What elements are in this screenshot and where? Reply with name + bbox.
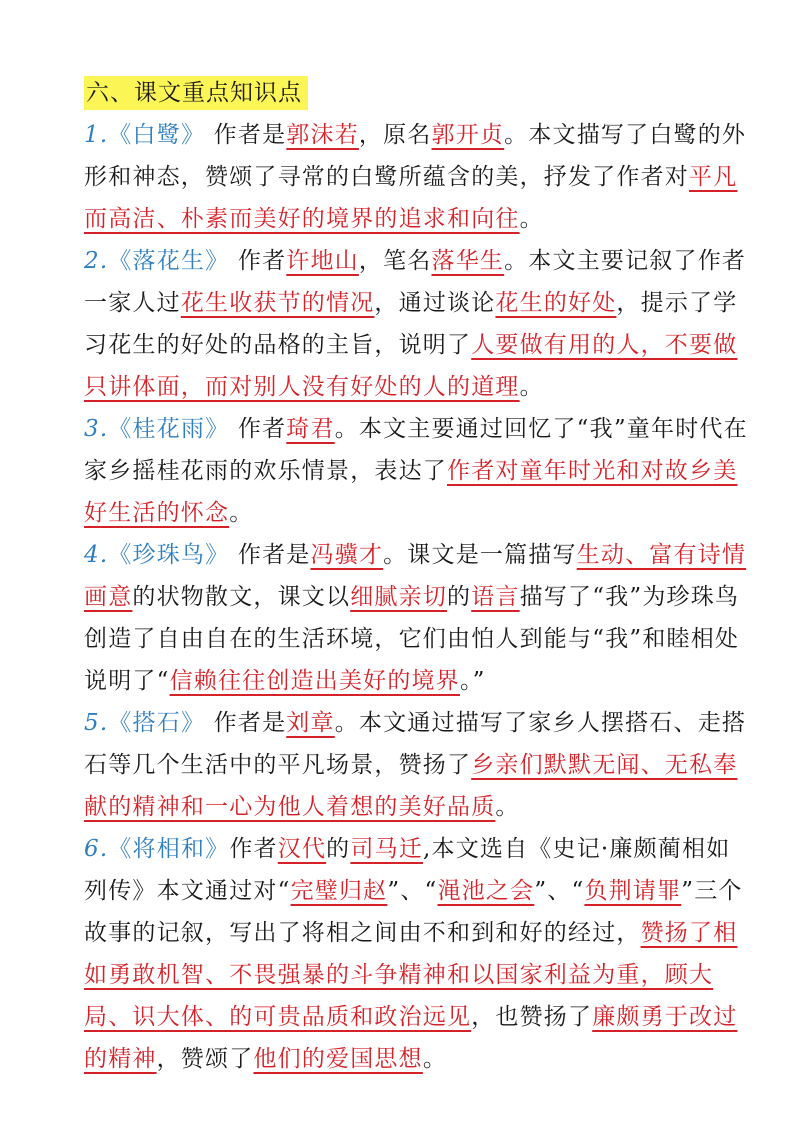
body-text: 。” <box>459 668 486 694</box>
body-text: ”、“ <box>534 878 585 904</box>
lesson-title: 《桂花雨》 <box>108 416 230 442</box>
body-text: ，也赞扬了 <box>471 1004 593 1030</box>
body-text: 的状物散文，课文以 <box>132 584 351 610</box>
body-text: 。本文主要通过回忆了“我”童年时代在家乡摇桂花雨的欢乐情景，表达了 <box>84 416 748 484</box>
entry-list <box>84 114 753 1080</box>
body-text: 。 <box>519 374 544 400</box>
body-text: 作者是 <box>205 710 287 736</box>
key-point: 作者对童年时光和对故乡美好生活的怀念 <box>84 458 738 526</box>
body-text: 。 <box>422 1046 448 1072</box>
body-text: ，赞颂了 <box>156 1046 254 1072</box>
key-point: 赞扬了相如勇敢机智、不畏强暴的斗争精神和以国家利益为重，顾大局、识大体、的可贵品质和政治远见 <box>84 920 738 1030</box>
key-point: 完璧归赵 <box>290 878 388 904</box>
key-point: 生动、富有诗情画意 <box>84 542 747 610</box>
body-text: 的 <box>326 836 351 862</box>
body-text: 作者 <box>229 836 278 862</box>
body-text: 描写了“我”为珍珠鸟创造了自由自在的生活环境，它们由怕人到能与“我”和睦相处说明了“ <box>84 584 740 694</box>
entry-number: 4. <box>84 542 109 568</box>
body-text: 。本文描写了白鹭的外形和神态，赞颂了寻常的白鹭所蕴含的美，抒发了作者对 <box>84 122 747 190</box>
key-point: 乡亲们默默无闻、无私奉献的精神和一心为他人着想的美好品质 <box>84 752 738 820</box>
body-text: ”三个故事的记叙，写出了将相之间由不和到和好的经过， <box>84 878 743 946</box>
section-heading: 六、课文重点知识点 <box>84 76 308 110</box>
lesson-title: 《珍珠鸟》 <box>108 542 230 568</box>
key-point: 语言 <box>471 584 520 610</box>
body-text: 。 <box>229 500 254 526</box>
body-text: 。本文主要记叙了作者一家人过 <box>84 248 747 316</box>
key-point: 许地山 <box>286 248 359 274</box>
key-point: 汉代 <box>277 836 327 862</box>
key-point: 落华生 <box>431 248 505 274</box>
body-text: 。 <box>519 206 544 232</box>
entry-number: 3. <box>84 416 109 442</box>
key-point: 细腻亲切 <box>350 584 448 610</box>
body-text: ，原名 <box>358 122 432 148</box>
entry-1 <box>84 114 752 240</box>
key-point: 廉颇勇于改过的精神 <box>84 1004 738 1072</box>
entry-5 <box>84 702 752 828</box>
body-text: 作者是 <box>205 122 287 148</box>
body-text: 作者 <box>229 248 287 274</box>
entry-4 <box>84 534 752 702</box>
key-point: 平凡而高洁、朴素而美好的境界的追求和向往 <box>84 164 738 232</box>
body-text: ,本文选自《史记·廉颇蔺相如列传》本文通过对“ <box>84 836 731 904</box>
key-point: 负荆请罪 <box>584 878 682 904</box>
key-point: 渑池之会 <box>437 878 535 904</box>
lesson-title: 《白鹭》 <box>108 122 206 148</box>
entry-number: 6. <box>84 836 109 862</box>
lesson-title: 《落花生》 <box>108 248 230 274</box>
body-text: ”、“ <box>387 878 438 904</box>
key-point: 花生收获节的情况 <box>180 290 375 316</box>
key-point: 信赖往往创造出美好的境界 <box>169 668 460 694</box>
key-point: 人要做有用的人，不要做只讲体面，而对别人没有好处的人的道理 <box>84 332 738 400</box>
body-text: ，提示了学习花生的好处的品格的主旨，说明了 <box>84 290 738 358</box>
body-text: 的 <box>447 584 472 610</box>
entry-2 <box>84 240 752 408</box>
entry-3 <box>84 408 752 534</box>
lesson-title: 《将相和》 <box>108 836 230 862</box>
entry-6 <box>84 828 752 1080</box>
body-text: 。本文通过描写了家乡人摆搭石、走搭石等几个生活中的平凡场景，赞扬了 <box>84 710 747 778</box>
key-point: 刘章 <box>286 710 335 736</box>
body-text: 作者 <box>229 416 287 442</box>
body-text: 。课文是一篇描写 <box>383 542 577 568</box>
body-text: ，笔名 <box>358 248 432 274</box>
key-point: 郭沫若 <box>286 122 359 148</box>
entry-number: 5. <box>84 710 109 736</box>
body-text: 作者是 <box>229 542 311 568</box>
key-point: 花生的好处 <box>495 290 617 316</box>
body-text: ，通过谈论 <box>374 290 496 316</box>
key-point: 郭开贞 <box>431 122 505 148</box>
key-point: 冯骥才 <box>310 542 384 568</box>
key-point: 琦君 <box>286 416 335 442</box>
lesson-title: 《搭石》 <box>108 710 206 736</box>
entry-number: 2. <box>84 248 109 274</box>
body-text: 。 <box>495 794 520 820</box>
key-point: 他们的爱国思想 <box>253 1046 423 1072</box>
entry-number: 1. <box>84 122 109 148</box>
key-point: 司马迁 <box>350 836 423 862</box>
